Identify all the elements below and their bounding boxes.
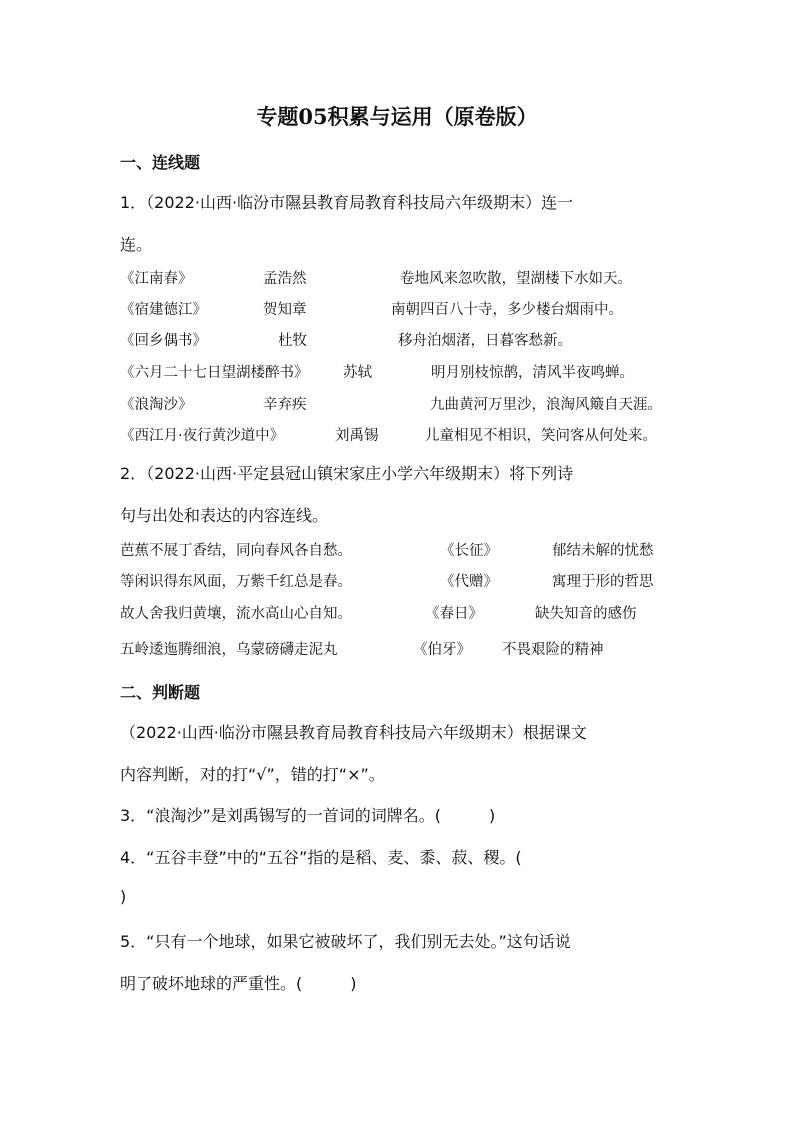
section-2-heading: 二、判断题: [120, 683, 201, 702]
q2-row-2-meaning: 寓理于形的哲思: [552, 574, 654, 590]
q1-row-5-poem: 《浪淘沙》: [120, 397, 193, 413]
q1-row-5-line: 九曲黄河万里沙，浪淘风簸自天涯。: [430, 397, 662, 413]
q2-row-4-meaning: 不畏艰险的精神: [502, 642, 604, 658]
q1-row-6-author: 刘禹锡: [335, 428, 379, 444]
question-4-line-1: 4．“五谷丰登”中的“五谷”指的是稻、麦、黍、菽、稷。(: [120, 848, 522, 867]
question-5-line-1: 5．“只有一个地球，如果它被破坏了，我们别无去处。”这句话说: [120, 932, 571, 951]
q2-row-4-source: 《伯牙》: [413, 642, 471, 658]
q1-row-6-poem: 《西江月·夜行黄沙道中》: [120, 428, 285, 444]
question-2-line-1: 2．（2022·山西·平定县冠山镇宋家庄小学六年级期末）将下列诗: [120, 464, 574, 483]
q1-row-2-author: 贺知章: [263, 302, 307, 318]
q2-row-4-verse: 五岭逶迤腾细浪，乌蒙磅礴走泥丸: [120, 642, 338, 658]
q1-row-2-poem: 《宿建德江》: [120, 302, 207, 318]
q1-row-1-poem: 《江南春》: [120, 271, 193, 287]
question-5-line-2: 明了破坏地球的严重性。( ): [120, 974, 357, 993]
q1-row-4-line: 明月别枝惊鹊，清风半夜鸣蝉。: [431, 365, 634, 381]
q2-row-1-meaning: 郁结未解的忧愁: [552, 543, 654, 559]
page-title: 专题05积累与运用（原卷版）: [256, 104, 538, 129]
q2-row-2-verse: 等闲识得东风面，万紫千红总是春。: [120, 574, 352, 590]
q1-row-3-line: 移舟泊烟渚，日暮客愁新。: [398, 333, 572, 349]
q2-row-1-source: 《长征》: [440, 543, 498, 559]
q2-row-2-source: 《代赠》: [440, 574, 498, 590]
section-1-heading: 一、连线题: [120, 153, 201, 172]
question-1-line-1: 1．（2022·山西·临汾市隰县教育局教育科技局六年级期末）连一: [120, 193, 574, 212]
q1-row-2-line: 南朝四百八十寺，多少楼台烟雨中。: [391, 302, 623, 318]
q2-row-1-verse: 芭蕉不展丁香结，同向春风各自愁。: [120, 543, 352, 559]
q1-row-1-line: 卷地风来忽吹散，望湖楼下水如天。: [400, 271, 632, 287]
q1-row-1-author: 孟浩然: [263, 271, 307, 287]
question-2-line-2: 句与出处和表达的内容连线。: [120, 506, 329, 525]
question-1-line-2: 连。: [120, 235, 153, 254]
question-3: 3．“浪淘沙”是刘禹锡写的一首词的词牌名。( ): [120, 806, 496, 825]
q2-row-3-verse: 故人舍我归黄壤，流水高山心自知。: [120, 606, 352, 622]
q2-row-3-source: 《春日》: [425, 606, 483, 622]
q1-row-3-author: 杜牧: [278, 333, 307, 349]
q1-row-4-poem: 《六月二十七日望湖楼醉书》: [120, 365, 309, 381]
section-2-intro-line-2: 内容判断，对的打“√”，错的打“×”。: [120, 765, 385, 784]
question-4-line-2: ): [120, 887, 127, 906]
q1-row-6-line: 儿童相见不相识，笑问客从何处来。: [425, 428, 657, 444]
q1-row-3-poem: 《回乡偶书》: [120, 333, 207, 349]
q2-row-3-meaning: 缺失知音的感伤: [535, 606, 637, 622]
q1-row-5-author: 辛弃疾: [263, 397, 307, 413]
q1-row-4-author: 苏轼: [343, 365, 372, 381]
section-2-intro-line-1: （2022·山西·临汾市隰县教育局教育科技局六年级期末）根据课文: [120, 723, 587, 742]
